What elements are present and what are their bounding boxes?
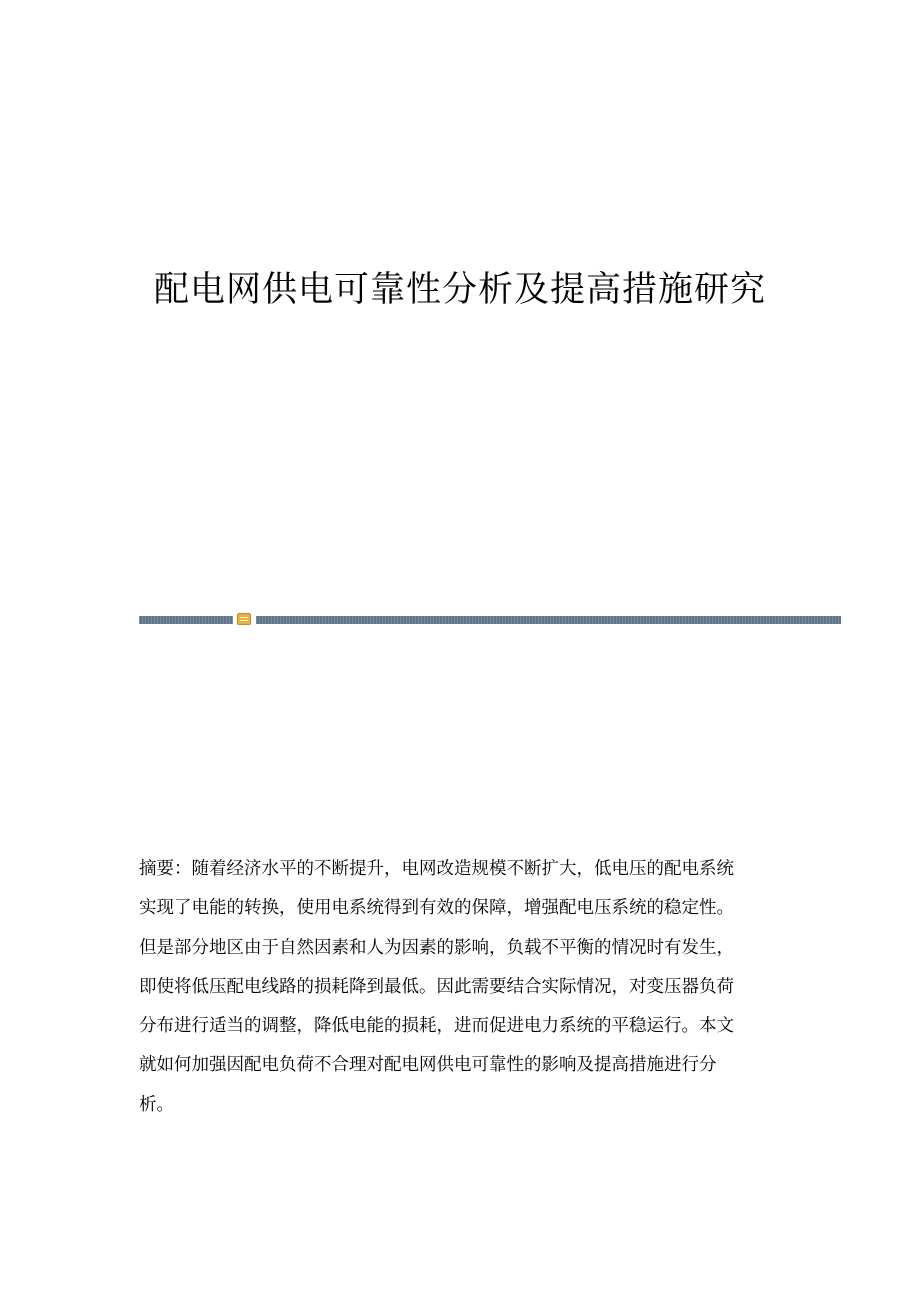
document-title: 配电网供电可靠性分析及提高措施研究 (153, 270, 766, 310)
divider-bar-right (256, 616, 841, 624)
document-emblem-icon (237, 613, 251, 625)
abstract-line: 析。 (139, 1094, 174, 1115)
abstract-paragraph (139, 850, 779, 1125)
abstract-line: 摘要：随着经济水平的不断提升，电网改造规模不断扩大，低电压的配电系统 (139, 859, 734, 879)
abstract-line: 即使将低压配电线路的损耗降到最低。因此需要结合实际情况，对变压器负荷 (139, 976, 734, 997)
divider-bar-left (139, 616, 233, 624)
abstract-line: 就如何加强因配电负荷不合理对配电网供电可靠性的影响及提高措施进行分 (139, 1055, 717, 1076)
abstract-line: 实现了电能的转换，使用电系统得到有效的保障，增强配电压系统的稳定性。 (139, 898, 734, 919)
abstract-line: 分布进行适当的调整，降低电能的损耗，进而促进电力系统的平稳运行。本文 (139, 1016, 734, 1037)
abstract-line: 但是部分地区由于自然因素和人为因素的影响，负载不平衡的情况时有发生， (139, 937, 734, 958)
section-divider (139, 612, 841, 626)
